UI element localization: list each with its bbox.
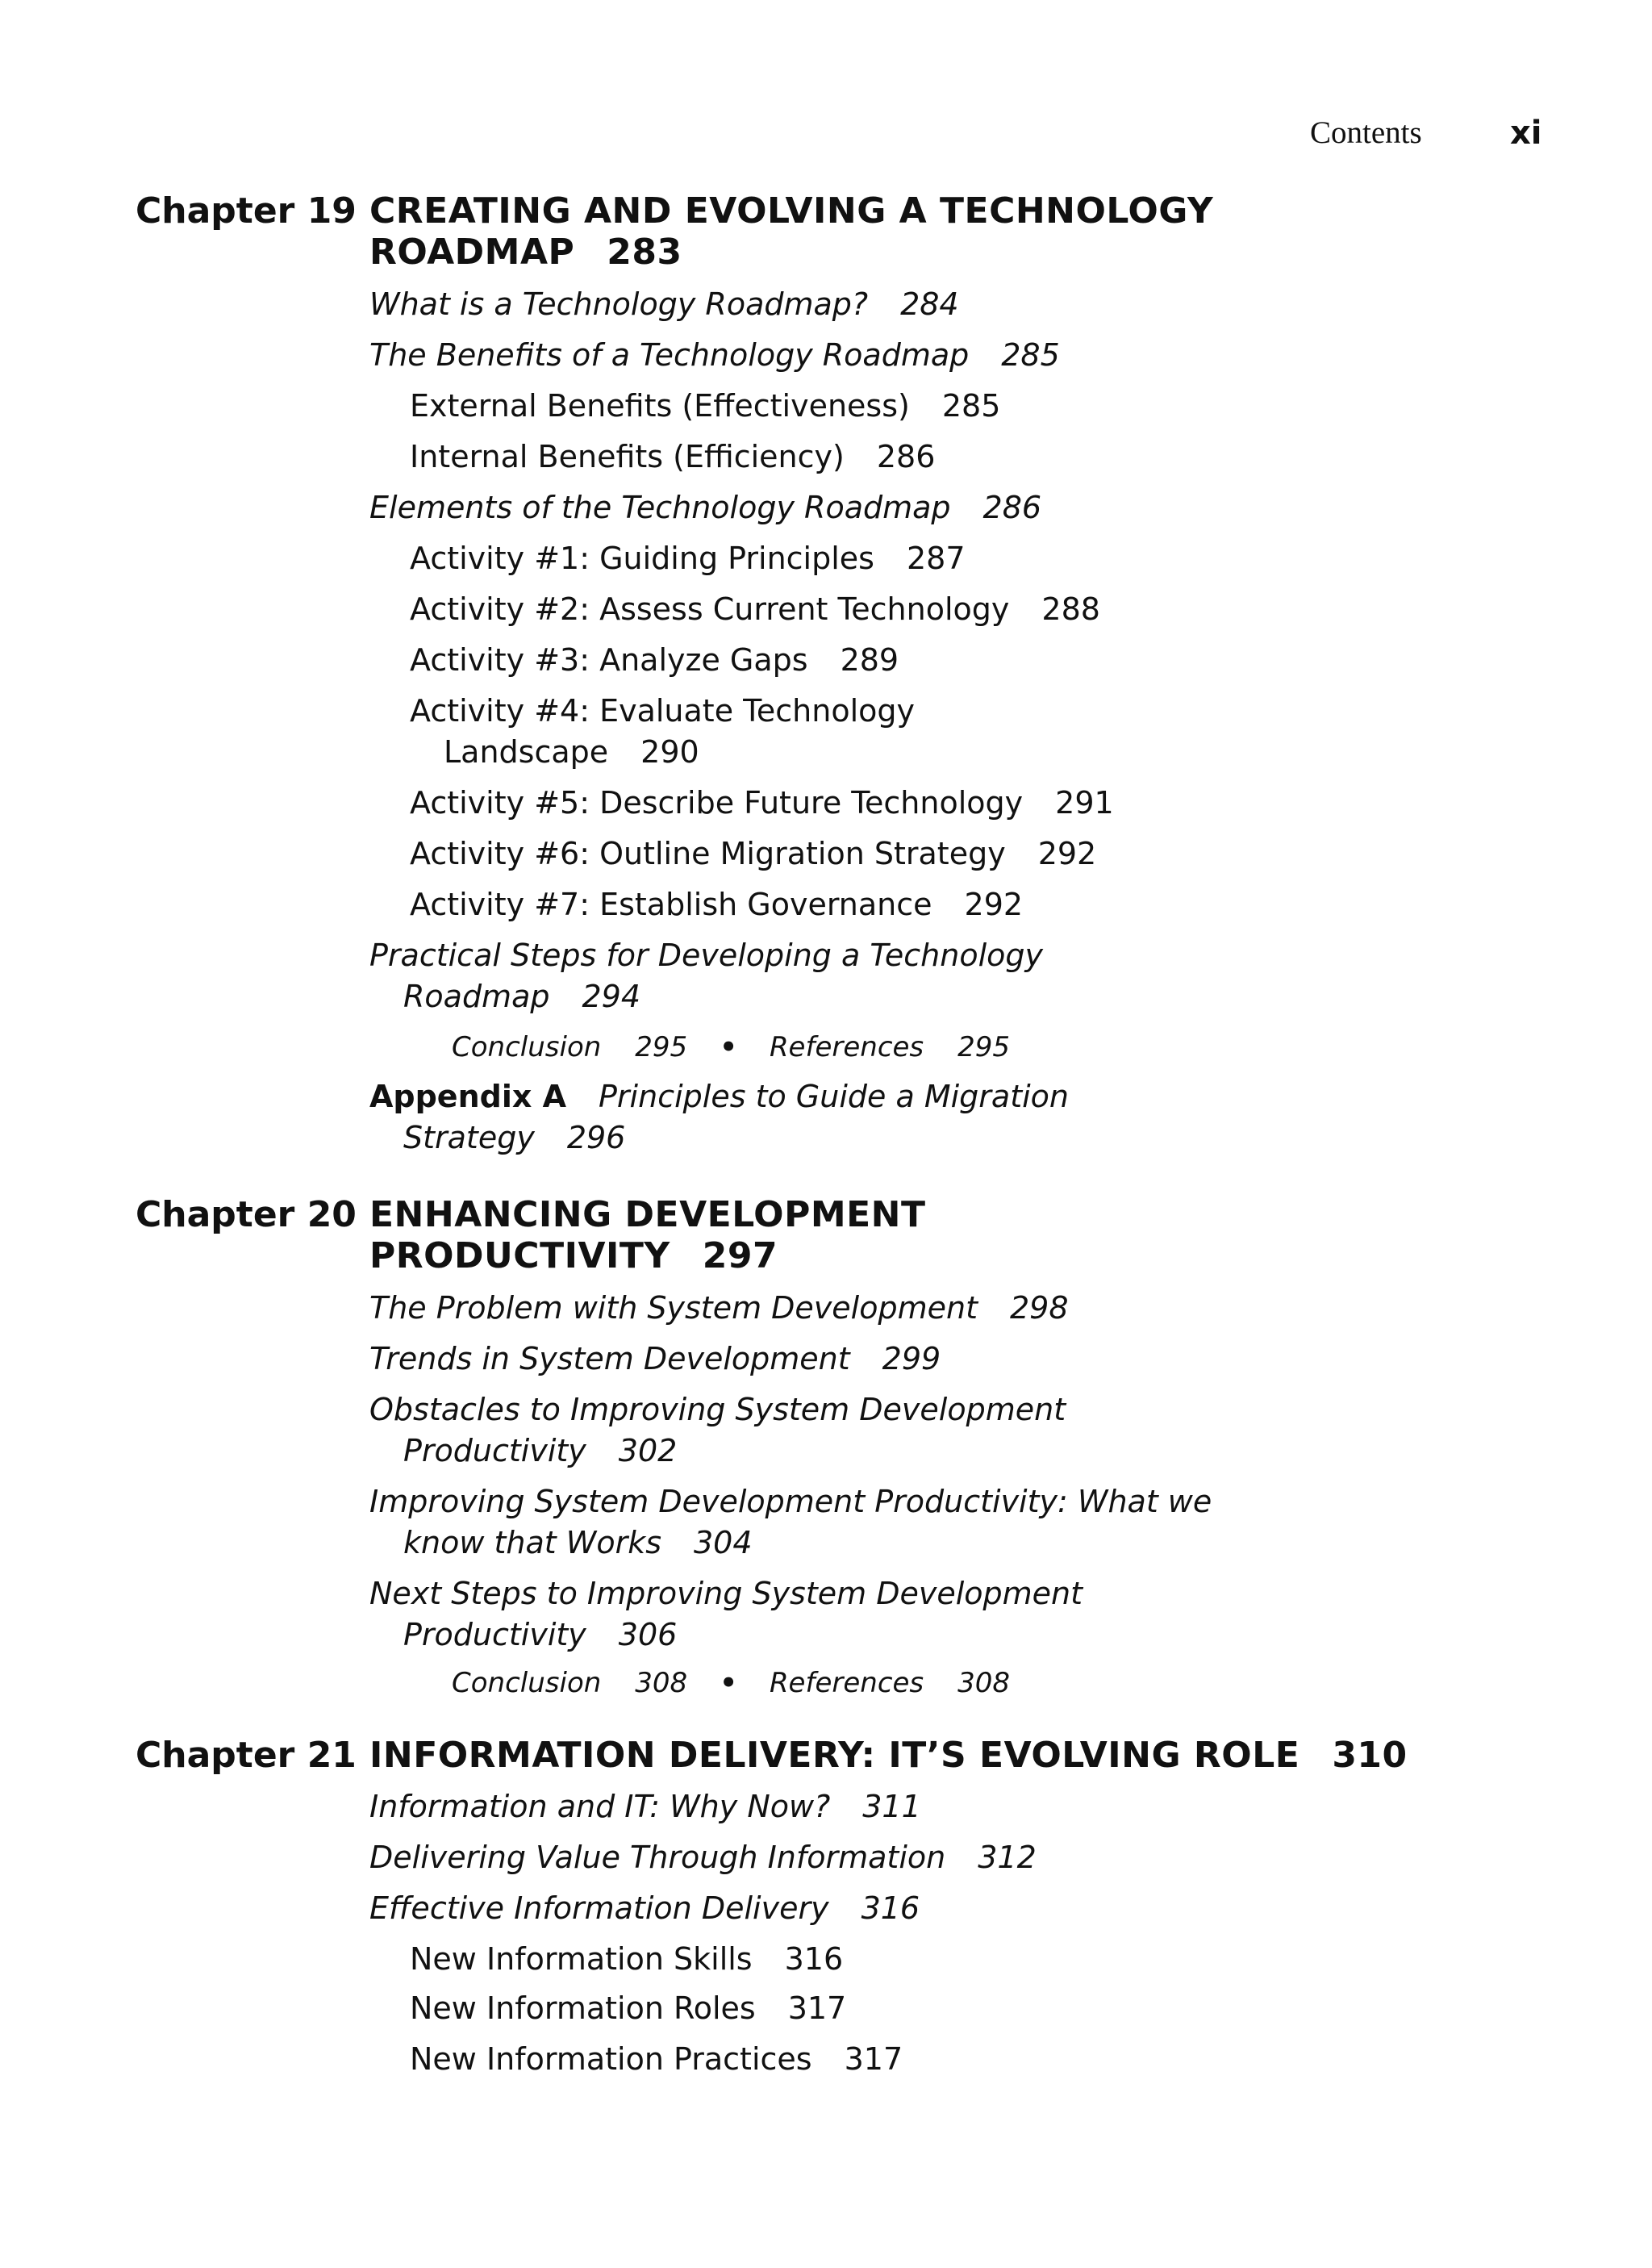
chapter-page-number: 310 [1332,1735,1408,1776]
toc-section-entry[interactable] [369,1288,1069,1329]
chapter-label: Chapter 21 [136,1735,357,1776]
toc-subsection-entry[interactable] [410,833,1096,875]
entry-title-continued [369,1117,1069,1159]
chapter-page-number: 283 [607,232,682,273]
toc-appendix-entry[interactable] [369,1076,1069,1159]
entry-title-line2: Productivity [403,1433,586,1468]
chapter-title-line [369,1235,926,1276]
entry-title: Activity #2: Assess Current Technology [410,591,1010,627]
appendix-label: Appendix A [369,1079,567,1114]
entry-title: The Problem with System Development [369,1290,978,1326]
entry-page-number: 286 [982,490,1042,525]
references-link[interactable]: References [769,1031,924,1063]
entry-page-number: 289 [840,642,899,678]
entry-title: Activity #4: Evaluate Technology [410,693,916,729]
toc-subsection-entry[interactable] [410,538,966,579]
entry-title: Activity #7: Establish Governance [410,887,932,922]
entry-page-number: 285 [941,388,1001,424]
chapter-label: Chapter 19 [136,190,357,232]
entry-title: Activity #3: Analyze Gaps [410,642,808,678]
references-page-number: 295 [957,1031,1011,1063]
chapter-title-text: ROADMAP [369,232,575,273]
entry-title-continued [369,976,1043,1017]
chapter-title [369,1194,926,1276]
entry-page-number: 294 [582,979,641,1014]
toc-chapter-endmatter [452,1031,1010,1063]
entry-page-number: 291 [1055,785,1114,821]
entry-page-number: 316 [861,1890,920,1926]
entry-title: Internal Benefits (Efficiency) [410,439,845,474]
toc-subsection-entry[interactable] [410,783,1114,824]
entry-title-line2: Landscape [444,734,609,770]
entry-title-line2: Productivity [403,1617,586,1652]
references-page-number: 308 [957,1667,1011,1699]
entry-title-line2: Roadmap [403,979,550,1014]
entry-page-number: 290 [640,734,699,770]
entry-page-number: 286 [876,439,936,474]
toc-section-entry[interactable] [369,1339,941,1380]
appendix-title: Principles to Guide a Migration [599,1079,1070,1114]
toc-section-entry[interactable] [369,335,1060,376]
entry-page-number: 298 [1010,1290,1069,1326]
entry-title: Trends in System Development [369,1341,850,1376]
chapter-title-line [369,232,1213,273]
conclusion-link[interactable]: Conclusion [452,1667,602,1699]
entry-page-number: 302 [618,1433,678,1468]
entry-title: Information and IT: Why Now? [369,1789,831,1824]
entry-title: Improving System Development Productivity: What we [369,1484,1212,1519]
bullet-separator: • [720,1031,737,1063]
entry-title: External Benefits (Effectiveness) [410,388,910,424]
entry-title: Obstacles to Improving System Development [369,1392,1066,1427]
entry-page-number: 306 [618,1617,678,1652]
entry-page-number: 312 [978,1840,1037,1875]
entry-page-number: 304 [694,1525,753,1560]
entry-page-number: 296 [566,1120,626,1155]
entry-page-number: 292 [1037,836,1097,871]
conclusion-link[interactable]: Conclusion [452,1031,602,1063]
toc-section-entry[interactable] [369,1481,1212,1564]
toc-subsection-entry[interactable] [410,691,915,773]
entry-page-number: 288 [1041,591,1100,627]
chapter-title-line: ENHANCING DEVELOPMENT [369,1194,926,1235]
toc-section-entry[interactable] [369,1786,921,1827]
chapter-label: Chapter 20 [136,1194,357,1235]
entry-page-number: 317 [844,2041,903,2077]
toc-subsection-entry[interactable] [410,436,935,478]
references-link[interactable]: References [769,1667,924,1699]
entry-title: Effective Information Delivery [369,1890,829,1926]
entry-title-continued [369,1614,1083,1656]
chapter-title-line [369,1735,1408,1776]
toc-chapter-endmatter [452,1667,1010,1699]
toc-subsection-entry[interactable] [410,1939,843,1980]
appendix-title-line2: Strategy [403,1120,535,1155]
entry-title-continued [369,1431,1066,1472]
chapter-title [369,190,1213,273]
entry-title: Practical Steps for Developing a Technology [369,938,1043,973]
entry-title: New Information Roles [410,1990,756,2026]
toc-section-entry[interactable] [369,487,1041,528]
entry-page-number: 316 [784,1941,844,1977]
page-number: xi [1510,115,1542,152]
toc-subsection-entry[interactable] [410,640,899,681]
entry-title-continued [369,1522,1212,1564]
chapter-page-number: 297 [702,1235,778,1276]
chapter-title-text: PRODUCTIVITY [369,1235,670,1276]
entry-title: Activity #5: Describe Future Technology [410,785,1024,821]
toc-subsection-entry[interactable] [410,884,1023,925]
entry-page-number: 287 [906,541,966,576]
entry-page-number: 292 [964,887,1024,922]
entry-page-number: 285 [1001,337,1060,373]
entry-title: What is a Technology Roadmap? [369,286,869,322]
toc-subsection-entry[interactable] [410,1988,846,2029]
entry-title: New Information Skills [410,1941,753,1977]
toc-section-entry[interactable] [369,1888,920,1929]
toc-subsection-entry[interactable] [410,589,1100,630]
entry-page-number: 284 [900,286,959,322]
entry-title: Elements of the Technology Roadmap [369,490,951,525]
chapter-title [369,1735,1408,1776]
bullet-separator: • [720,1667,737,1699]
conclusion-page-number: 295 [635,1031,688,1063]
entry-title-continued [410,732,915,773]
toc-section-entry[interactable] [369,1837,1037,1878]
chapter-title-text: INFORMATION DELIVERY: IT’S EVOLVING ROLE [369,1735,1300,1776]
entry-title-line2: know that Works [403,1525,661,1560]
entry-title: New Information Practices [410,2041,812,2077]
entry-title: Activity #1: Guiding Principles [410,541,874,576]
entry-title: Activity #6: Outline Migration Strategy [410,836,1006,871]
toc-section-entry[interactable] [369,935,1043,1017]
toc-subsection-entry[interactable] [410,2039,903,2080]
toc-section-entry[interactable] [369,284,959,325]
conclusion-page-number: 308 [635,1667,688,1699]
chapter-title-line: CREATING AND EVOLVING A TECHNOLOGY [369,190,1214,232]
toc-subsection-entry[interactable] [410,386,1000,427]
entry-title: Next Steps to Improving System Development [369,1576,1083,1611]
toc-section-entry[interactable] [369,1389,1066,1472]
entry-page-number: 299 [882,1341,941,1376]
toc-section-entry[interactable] [369,1573,1083,1656]
running-header-label: Contents [1310,115,1422,150]
entry-title: The Benefits of a Technology Roadmap [369,337,970,373]
entry-title: Delivering Value Through Information [369,1840,946,1875]
appendix-line [369,1076,1069,1117]
entry-page-number: 311 [862,1789,921,1824]
entry-page-number: 317 [787,1990,847,2026]
